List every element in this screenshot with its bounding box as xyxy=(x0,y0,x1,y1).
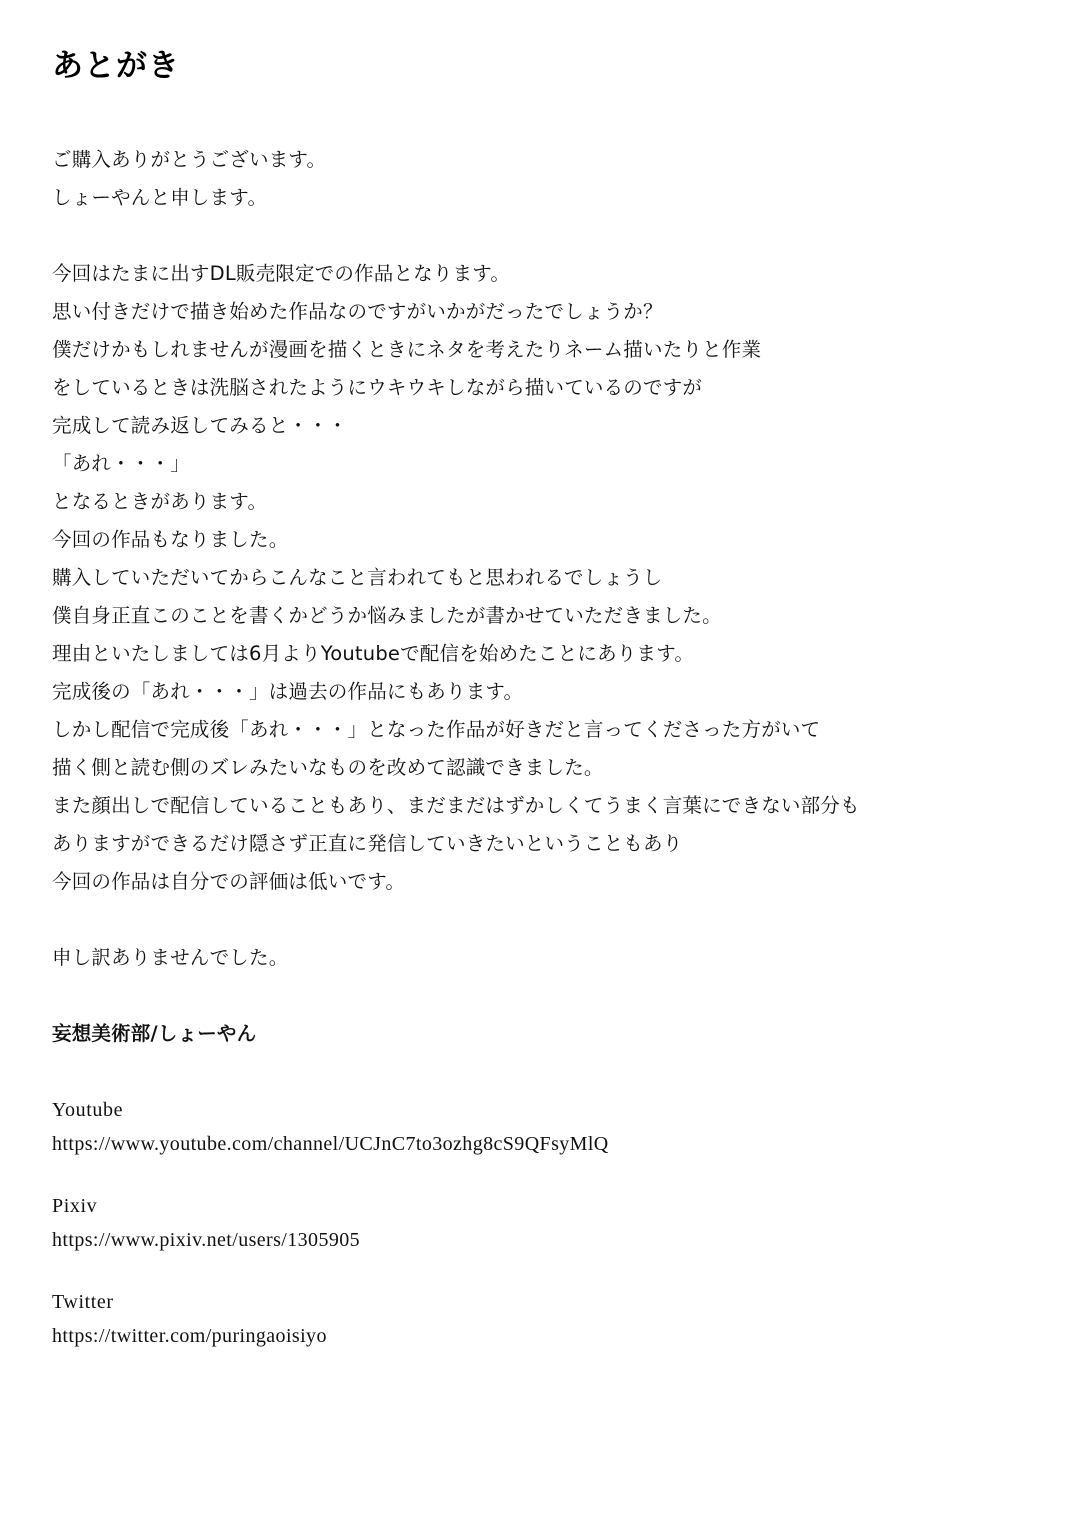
body-paragraph xyxy=(52,255,1028,901)
body-line: 今回の作品は自分での評価は低いです。 xyxy=(52,870,406,894)
body-line: 思い付きだけで描き始めた作品なのですがいかがだったでしょうか？ xyxy=(52,300,663,324)
intro-line: しょーやんと申します。 xyxy=(52,186,268,210)
body-line: となるときがあります。 xyxy=(52,490,268,514)
body-line: 完成して読み返してみると・・・ xyxy=(52,414,348,438)
body-line: また顔出しで配信していることもあり、まだまだはずかしくてうまく言葉にできない部分も xyxy=(52,794,860,818)
body-line: 購入していただいてからこんなこと言われてもと思われるでしょうし xyxy=(52,566,663,590)
link-label: Pixiv xyxy=(52,1195,98,1218)
body-line: 完成後の「あれ・・・」は過去の作品にもあります。 xyxy=(52,680,524,704)
body-line: 今回はたまに出すDL販売限定での作品となります。 xyxy=(52,262,511,286)
link-label: Youtube xyxy=(52,1099,124,1122)
intro-paragraph xyxy=(52,141,1028,217)
body-line: 僕自身正直このことを書くかどうか悩みましたが書かせていただきました。 xyxy=(52,604,722,628)
body-line: 描く側と読む側のズレみたいなものを改めて認識できました。 xyxy=(52,756,604,780)
body-line: をしているときは洗脳されたようにウキウキしながら描いているのですが xyxy=(52,376,703,400)
link-group-pixiv xyxy=(52,1189,1028,1257)
link-group-twitter xyxy=(52,1285,1028,1353)
page-title: あとがき xyxy=(52,48,180,84)
body-line: ありますができるだけ隠さず正直に発信していきたいということもあり xyxy=(52,832,683,856)
body-line: 「あれ・・・」 xyxy=(52,452,190,476)
link-label: Twitter xyxy=(52,1291,114,1314)
link-url-pixiv[interactable]: https://www.pixiv.net/users/1305905 xyxy=(52,1229,361,1252)
links-section xyxy=(52,1093,1028,1353)
intro-line: ご購入ありがとうございます。 xyxy=(52,148,327,172)
link-group-youtube xyxy=(52,1093,1028,1161)
apology-text: 申し訳ありませんでした。 xyxy=(52,946,289,970)
link-url-youtube[interactable]: https://www.youtube.com/channel/UCJnC7to3ozhg8cS9QFsyMlQ xyxy=(52,1133,609,1156)
signature-text: 妄想美術部/しょーやん xyxy=(52,1022,257,1046)
body-line: 僕だけかもしれませんが漫画を描くときにネタを考えたりネーム描いたりと作業 xyxy=(52,338,762,362)
body-line: 今回の作品もなりました。 xyxy=(52,528,289,552)
body-line: しかし配信で完成後「あれ・・・」となった作品が好きだと言ってくださった方がいて xyxy=(52,718,821,742)
link-url-twitter[interactable]: https://twitter.com/puringaoisiyo xyxy=(52,1325,327,1348)
body-line: 理由といたしましては6月よりYoutubeで配信を始めたことにあります。 xyxy=(52,642,695,666)
